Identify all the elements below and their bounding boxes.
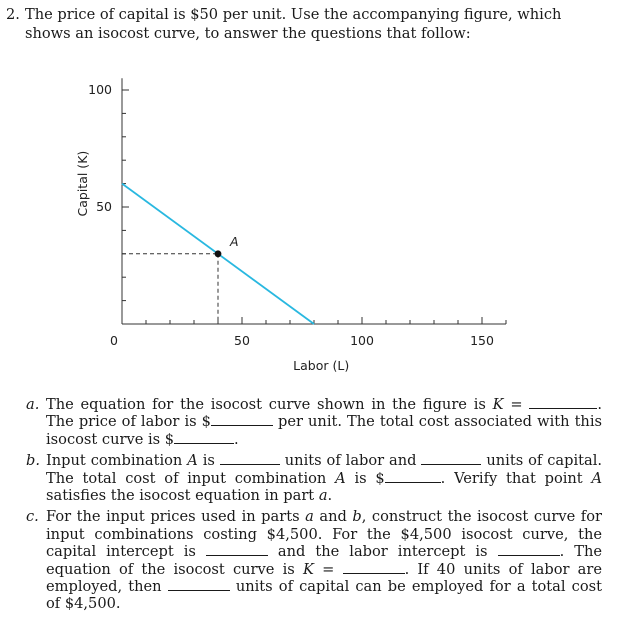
question-parts — [26, 396, 602, 617]
part-b-label: b. — [26, 452, 40, 470]
part-a-equation-blank[interactable] — [529, 397, 597, 409]
part-c-capital-intercept-blank[interactable] — [206, 544, 268, 556]
part-a-text-1: The equation for the isocost curve shown in the figure is — [46, 396, 493, 413]
part-c-text-1: For the input prices used in parts — [46, 508, 306, 526]
part-c-text-7: units of capital can be employed for a total cost of $4,500. — [46, 578, 602, 613]
isocost-chart — [0, 60, 635, 390]
part-a-k-equals: K = — [492, 396, 523, 413]
x-tick-label: 100 — [350, 333, 374, 348]
part-c-capital-units-blank[interactable] — [168, 579, 230, 591]
part-b-total-cost-blank[interactable] — [385, 471, 441, 483]
part-b — [26, 452, 602, 504]
part-b-labor-units-blank[interactable] — [220, 453, 280, 465]
part-a-label: a. — [26, 396, 40, 413]
part-b-point-a-2: A — [335, 469, 346, 487]
point-a-marker — [215, 250, 222, 257]
part-c-text-5: . The equation of the isocost curve is — [46, 543, 602, 578]
x-tick-label: 0 — [110, 333, 118, 348]
part-b-text-3: units of labor and — [279, 452, 422, 470]
part-b-text-1: Input combination — [46, 452, 188, 470]
y-tick-label: 50 — [96, 199, 112, 214]
part-a-text-2: . The price of labor is $ — [46, 396, 602, 431]
part-b-point-a: A — [187, 452, 198, 470]
part-a-labor-price-blank[interactable] — [211, 414, 273, 426]
question-number: 2. — [6, 6, 20, 23]
part-c-k-equals: K = — [303, 560, 335, 578]
y-tick-label: 100 — [88, 82, 112, 97]
part-b-text-7: satisfies the isocost equation in part — [46, 487, 319, 505]
part-c-text-4: and the labor intercept is — [267, 543, 498, 561]
part-b-part-a-ref: a — [318, 487, 328, 505]
part-b-text-2: is — [197, 452, 220, 470]
part-c-text-2: and — [313, 508, 353, 526]
part-b-point-a-3: A — [591, 469, 602, 487]
part-a-text-4: . — [234, 430, 239, 448]
x-tick-label: 150 — [470, 333, 494, 348]
part-b-text-5: is $ — [345, 469, 385, 487]
part-b-text-8: . — [327, 487, 333, 505]
question-text: The price of capital is $50 per unit. Use the accompanying figure, which shows an isocost curve, to answer the questions that follow: — [25, 6, 562, 42]
part-b-capital-units-blank[interactable] — [421, 453, 481, 465]
part-c-equation-blank[interactable] — [343, 562, 405, 574]
part-b-text-6: . Verify that point — [440, 469, 592, 487]
part-c-part-b-ref: b — [352, 508, 362, 526]
y-axis-label: Capital (K) — [75, 150, 90, 217]
part-c-text-3: , construct the isocost curve for input combinations costing $4,500. For the $4,500 isocost curve, the capital intercept is — [46, 508, 602, 561]
x-axis-label: Labor (L) — [293, 358, 350, 373]
x-tick-label: 50 — [234, 333, 250, 348]
point-a-label: A — [230, 233, 239, 249]
part-c-labor-intercept-blank[interactable] — [498, 544, 560, 556]
part-a-text-3: per unit. The total cost associated with this isocost curve is $ — [46, 413, 602, 448]
part-c — [26, 508, 602, 612]
part-a-total-cost-blank[interactable] — [174, 432, 234, 444]
part-a — [26, 396, 602, 448]
part-c-part-a-ref: a — [305, 508, 314, 526]
part-c-text-6: . If 40 units of labor are employed, then — [46, 560, 602, 596]
part-b-text-4: units of capital. The total cost of input combination — [46, 452, 602, 487]
question-header — [6, 5, 606, 43]
part-c-label: c. — [26, 508, 39, 526]
